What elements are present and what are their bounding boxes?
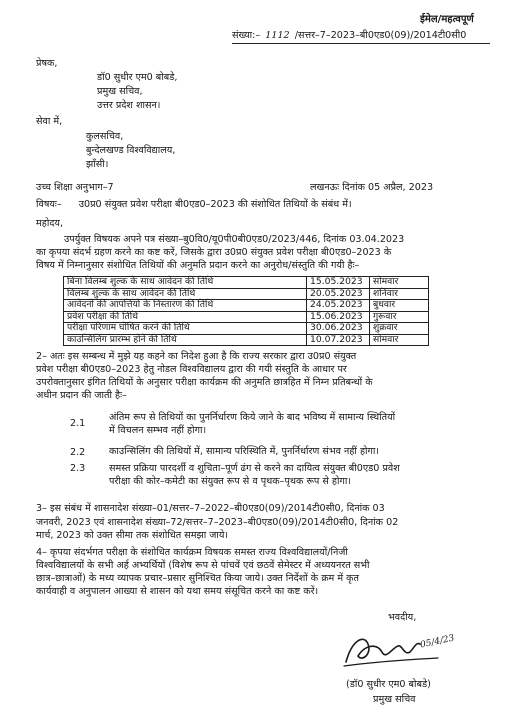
para2-line-1: 2– अतः इस सम्बन्ध में मुझे यह कहने का निदेश हुआ है कि राज्य सरकार द्वारा उ0प्र0 संयुक्त xyxy=(36,351,357,362)
reference-underline xyxy=(232,43,490,44)
table-row xyxy=(64,277,429,289)
reference-rest: /सत्तर–7–2023–बी0एड0(09)/2014टी0सी0 xyxy=(294,30,467,41)
para2-line-2: प्रवेश परीक्षा बी0एड0–2023 हेतु नोडल विश्वविद्यालय द्वारा की गयी संस्तुति के आधार पर xyxy=(36,364,347,375)
table-cell-date: 30.06.2023 xyxy=(307,323,370,335)
table-cell-event: प्रवेश परीक्षा की तिथि xyxy=(64,311,307,323)
letter-date: लखनऊः दिनांक 05 अप्रैल, 2023 xyxy=(310,182,434,193)
condition-text: समस्त प्रक्रिया पारदर्शी व शुचिता–पूर्ण ढंग से करने का दायित्व संयुक्त बी0एड0 प्रवेश xyxy=(109,463,400,474)
table-cell-day: शनिवार xyxy=(370,288,429,300)
table-cell-day: गुरूवार xyxy=(370,311,429,323)
reference-handwritten-number: 1112 xyxy=(265,30,290,41)
para3-line-2: जनवरी, 2023 एवं शासनादेश संख्या–72/सत्तर–7–2023–बी0एड0(09)/2014टी0सी0, दिनांक 02 xyxy=(36,517,399,528)
signature-date: 05/4/23 xyxy=(419,633,456,651)
recipient-post: कुलसचिव, xyxy=(86,131,124,142)
recipient-label: सेवा में, xyxy=(36,116,63,127)
table-row xyxy=(64,300,429,312)
condition-text: अंतिम रूप से तिथियों का पुनर्निर्धारण किये जाने के बाद भविष्य में सामान्य स्थितियों xyxy=(109,412,396,423)
table-cell-day: सोमवार xyxy=(370,334,429,346)
table-cell-day: बुधवार xyxy=(370,300,429,312)
subject-label: विषयः– xyxy=(36,199,62,210)
table-cell-date: 10.07.2023 xyxy=(307,334,370,346)
table-row xyxy=(64,288,429,300)
para3-line-3: मार्च, 2023 को उक्त सीमा तक संशोधित समझा जाये। xyxy=(36,530,229,541)
table-cell-day: सोमवार xyxy=(370,277,429,289)
sender-label: प्रेषक, xyxy=(36,58,58,69)
table-cell-date: 15.05.2023 xyxy=(307,277,370,289)
para4-line-2: विश्वविद्यालयों के सभी अर्ह अभ्यर्थियों (विशेष रूप से पांचवें एवं छठवें सेमेस्टर में अध्ययनरत सभी xyxy=(36,560,370,571)
condition-number: 2.3 xyxy=(70,463,86,474)
subject-line xyxy=(36,199,352,211)
condition-text: में विचलन सम्भव नहीं होगा। xyxy=(109,425,207,436)
reference-label: संख्या:– xyxy=(232,30,261,41)
sender-post: प्रमुख सचिव, xyxy=(97,86,143,97)
table-cell-date: 15.06.2023 xyxy=(307,311,370,323)
para4-line-1: 4– कृपया संदर्भगत परीक्षा के संशोधित कार्यक्रम विषयक समस्त राज्य विश्वविद्यालयों/निजी xyxy=(36,547,348,558)
sender-office: उत्तर प्रदेश शासन। xyxy=(97,100,161,111)
condition-text: काउन्सिलिंग की तिथियों में, सामान्य परिस्थिति में, पुनर्निर्धारण संभव नहीं होगा। xyxy=(109,446,380,457)
para2-line-3: उपरोक्तानुसार इंगित तिथियों के अनुसार परीक्षा कार्यक्रम की अनुमति छात्रहित में निम्न प्रतिबन्धों के xyxy=(36,377,373,388)
section-name: उच्च शिक्षा अनुभाग–7 xyxy=(36,182,114,193)
table-cell-event: बिना विलम्ब शुल्क के साथ आवेदन की तिथि xyxy=(64,277,307,289)
table-cell-event: काउन्सिलिंग प्रारम्भ होने की तिथि xyxy=(64,334,307,346)
para2-line-4: अधीन प्रदान की जाती हैः– xyxy=(36,390,127,401)
revised-dates-table xyxy=(63,276,429,346)
para4-line-4: कार्यवाही व अनुपालन आख्या से शासन को यथा समय संसूचित करने का कष्ट करें। xyxy=(36,586,319,597)
handwritten-signature xyxy=(342,622,462,672)
para1-line-3: विषय में निम्नानुसार संशोधित तिथियों की अनुमति प्रदान करने का अनुरोध/संस्तुति की गयी हैः– xyxy=(36,260,360,271)
para4-line-3: छात्र–छात्राओं) के मध्य व्यापक प्रचार–प्रसार सुनिश्चित किया जाये। उक्त निर्देशों के क्रम में कृत xyxy=(36,573,359,584)
table-row xyxy=(64,334,429,346)
table-row xyxy=(64,311,429,323)
condition-number: 2.1 xyxy=(70,418,86,429)
table-cell-day: शुक्रवार xyxy=(370,323,429,335)
para1-line-2: का कृपया संदर्भ ग्रहण करने का कष्ट करें, जिसके द्वारा उ0प्र0 संयुक्त प्रवेश परीक्षा बी0एड0–2023 के xyxy=(36,247,392,258)
condition-text: परीक्षा की कोर–कमेटी का संयुक्त रूप से व पृथक–पृथक रूप से होगा। xyxy=(109,476,352,487)
table-row xyxy=(64,323,429,335)
reference-number xyxy=(232,30,466,42)
salutation: महोदय, xyxy=(36,218,64,229)
table-cell-date: 24.05.2023 xyxy=(307,300,370,312)
table-cell-event: परीक्षा परिणाम घोषित करने की तिथि xyxy=(64,323,307,335)
table-cell-date: 20.05.2023 xyxy=(307,288,370,300)
email-important-tag: ईमेल/महत्वपूर्ण xyxy=(420,14,474,25)
table-cell-event: विलम्ब शुल्क के साथ आवेदन की तिथि xyxy=(64,288,307,300)
closing-yours: भवदीय, xyxy=(388,612,417,623)
para1-line-1: उपर्युक्त विषयक अपने पत्र संख्या–बु0वि0/यू0पी0बी0एड0/2023/446, दिनांक 03.04.2023 xyxy=(64,234,405,245)
subject-text: उ0प्र0 संयुक्त प्रवेश परीक्षा बी0एड0–2023 की संशोधित तिथियों के संबंध में। xyxy=(78,199,352,210)
condition-number: 2.2 xyxy=(70,447,86,458)
table-cell-event: आवेदनों की आपत्तियों के निस्तारण की तिथि xyxy=(64,300,307,312)
para3-line-1: 3– इस संबंध में शासनादेश संख्या–01/सत्तर–7–2022–बी0एड0(09)/2014टी0सी0, दिनांक 03 xyxy=(36,503,385,514)
signatory-name: (डॉ0 सुधीर एम0 बोबडे) xyxy=(346,679,431,690)
recipient-university: बुन्देलखण्ड विश्वविद्यालय, xyxy=(86,145,176,156)
sender-name: डॉ0 सुधीर एम0 बोबडे, xyxy=(97,72,178,83)
signatory-post: प्रमुख सचिव xyxy=(373,694,416,705)
recipient-city: झाँसी। xyxy=(86,159,109,170)
